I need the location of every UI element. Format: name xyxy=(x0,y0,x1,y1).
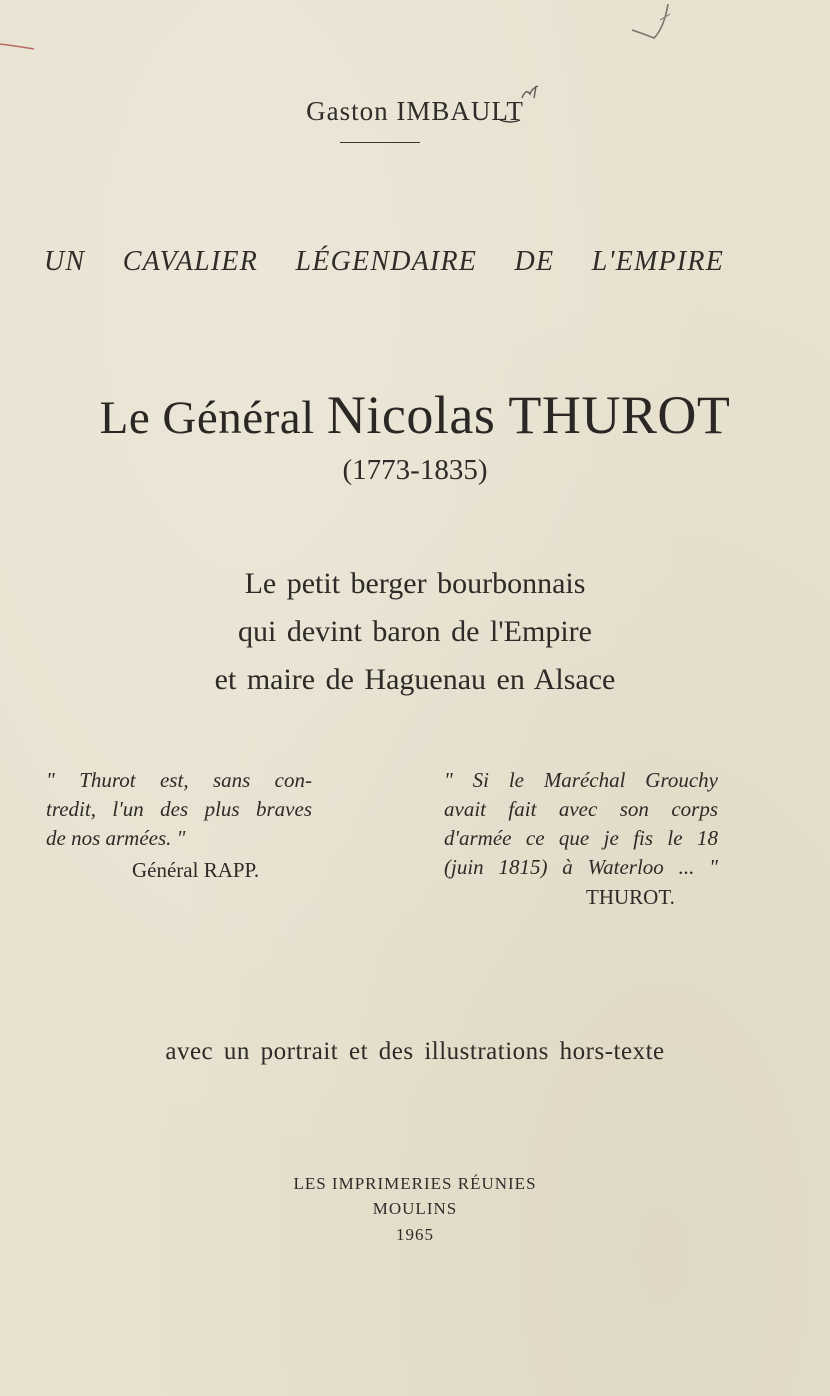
quote-line: tredit, l'un des plus braves xyxy=(46,797,312,821)
author-first-name: Gaston xyxy=(306,96,389,126)
quote-line: " Si le Maréchal Grouchy xyxy=(444,768,718,792)
handwritten-annotation-icon xyxy=(500,80,550,130)
author-name xyxy=(0,96,830,127)
title-prefix: Le Général xyxy=(99,392,315,444)
author-surname: IMBAULT xyxy=(396,96,524,126)
illustrations-note: avec un portrait et des illustrations hors-texte xyxy=(165,1038,665,1065)
quote-line: d'armée ce que je fis le 18 xyxy=(444,826,718,850)
publication-year: 1965 xyxy=(396,1225,434,1244)
author-underline xyxy=(340,142,420,143)
book-title xyxy=(0,384,830,446)
title-dates: (1773-1835) xyxy=(342,454,488,486)
subtitle-line: qui devint baron de l'Empire xyxy=(238,615,592,648)
quote-line: avait fait avec son corps xyxy=(444,797,718,821)
quote-left-attribution: Général RAPP. xyxy=(132,858,260,882)
quote-line: (juin 1815) à Waterloo ... " xyxy=(444,855,718,879)
quote-right-attribution: THUROT. xyxy=(586,885,675,909)
subtitle-line: et maire de Haguenau en Alsace xyxy=(214,663,616,696)
subtitle-line: Le petit berger bourbonnais xyxy=(244,567,586,600)
quote-left xyxy=(46,766,312,853)
title-name: Nicolas THUROT xyxy=(326,385,731,445)
publisher-city: MOULINS xyxy=(372,1199,458,1218)
pencil-check-mark-icon xyxy=(630,0,680,42)
quote-line: " Thurot est, sans con- xyxy=(46,768,312,792)
quote-line: de nos armées. " xyxy=(46,826,186,850)
publisher-name: LES IMPRIMERIES RÉUNIES xyxy=(293,1174,537,1193)
series-title: UN CAVALIER LÉGENDAIRE DE L'EMPIRE xyxy=(44,246,724,277)
subtitle xyxy=(0,560,830,704)
quote-right xyxy=(444,766,718,882)
red-pencil-mark-icon xyxy=(0,42,34,50)
